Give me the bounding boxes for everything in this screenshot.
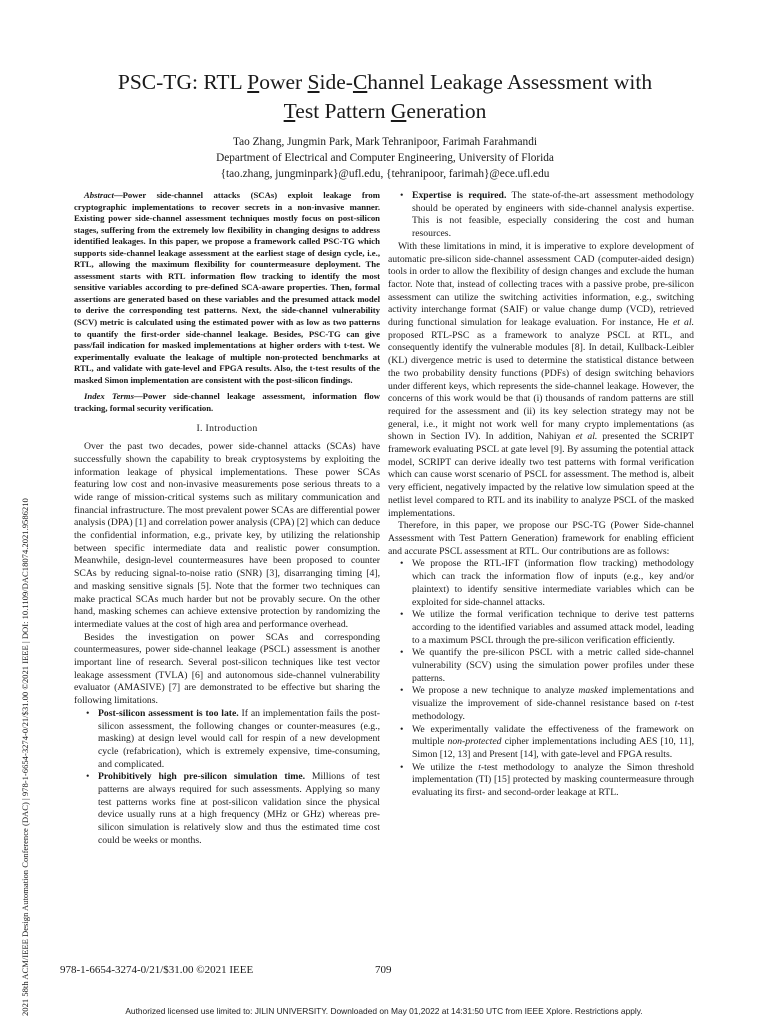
limitation-lead: Prohibitively high pre-silicon simulation time. bbox=[98, 771, 306, 783]
abstract-label: Abstract bbox=[84, 190, 114, 200]
author-names: Tao Zhang, Jungmin Park, Mark Tehranipoor, Farimah Farahmandi bbox=[233, 136, 537, 148]
limitation-item bbox=[98, 708, 380, 772]
paper-title bbox=[40, 68, 730, 126]
author-block bbox=[40, 134, 730, 182]
right-column bbox=[388, 190, 694, 800]
limitation-item bbox=[98, 771, 380, 847]
limitation-lead: Expertise is required. bbox=[412, 190, 507, 201]
contribution-item: • We quantify the pre-silicon PSCL with a metric called side-channel vulnerability (SCV) using the simulation power profiles under these patterns. bbox=[412, 647, 694, 685]
motivation-paragraph bbox=[388, 241, 694, 520]
contribution-item: • We utilize the formal verification technique to derive test patterns according to the identified variables and assumed attack model, leading to a maximum PSCL through the pre-silicon verification efficiently. bbox=[412, 609, 694, 647]
contribution-item bbox=[412, 724, 694, 762]
limitations-list-continued bbox=[388, 190, 694, 241]
contribution-item bbox=[412, 685, 694, 723]
license-notice: Authorized licensed use limited to: JILIN UNIVERSITY. Downloaded on May 01,2022 at 14:31:50 UTC from IEEE Xplore. Restrictions apply. bbox=[125, 1006, 643, 1016]
footer-isbn: 978-1-6654-3274-0/21/$31.00 ©2021 IEEE bbox=[60, 964, 254, 976]
italic-word: t bbox=[478, 761, 481, 773]
italic-word: t bbox=[674, 698, 678, 710]
abstract-text: —Power side-channel attacks (SCAs) exploit leakage from cryptographic implementations to recover secrets in a non-invasive manner. Existing power side-channel assessment techniques mostly focus on post-silicon stages, suffering from the extremely low flexibility in changing designs to address identified leakages. In this paper, we propose a framework called PSC-TG which supports side-channel leakage assessment at the earliest stage of design cycle, i.e., RTL, allowing the maximum flexibility for countermeasure deployment. The assessment starts with RTL information flow tracking to identify the most sensitive variables according to pre-defined SCA-aware properties. Then, formal assertions are generated based on these variables and the presumed attack model to derive the corresponding test patterns. Next, the side-channel vulnerability (SCV) metric is calculated using the estimated power with as low as two patterns to quantify the first-order side-channel leakage. Besides, PSC-TG can give pass/fail indication for masked implementations at higher orders with t-test. We experimentally evaluate the leakage of multiple non-protected benchmarks at RTL, and validate with gate-level and FPGA results. Also, the t-test results of the masked Simon implementation are consistent with the post-silicon findings. bbox=[74, 190, 380, 385]
title-text: ide- bbox=[319, 70, 353, 94]
title-text: PSC-TG: RTL bbox=[117, 70, 248, 94]
contribution-text: We experimentally validate the effectiveness of the framework on multiple bbox=[412, 723, 694, 748]
author-emails: {tao.zhang, jungminpark}@ufl.edu, {tehranipoor, farimah}@ece.ufl.edu bbox=[220, 168, 550, 180]
index-terms bbox=[74, 391, 380, 414]
contribution-text: cipher implementations including AES [10, 11], Simon [12, 13] and Present [14], with gate-level and FPGA results. bbox=[412, 736, 695, 760]
page-number: 709 bbox=[375, 964, 392, 976]
title-underlined-letter: T bbox=[283, 99, 296, 123]
abstract bbox=[74, 190, 380, 386]
limitation-lead: Post-silicon assessment is too late. bbox=[98, 707, 239, 719]
author-affiliation: Department of Electrical and Computer Engineering, University of Florida bbox=[216, 152, 554, 164]
limitation-text: Millions of test patterns are always required for such assessments. Applying so many test patterns works fine at post-silicon validation since the physical device usually runs at a high frequency (MHz or GHz) whereas pre-silicon simulation is relatively slow and thus the estimated time cost could be weeks or months. bbox=[98, 771, 380, 846]
section-heading-introduction: I. Introduction bbox=[196, 423, 258, 435]
paragraph-text: proposed RTL-PSC as a framework to analyze PSCL at RTL, and consequently identify the vulnerable modules [8]. In detail, Kullback-Leibler (KL) divergence metric is used to determine the statistical distance between the two probability density functions (PDFs) of design switching behaviors under different keys, which represents the side-channel leakage. However, the concerns of this work would be that (i) thousands of random patterns are still required for the assessment and (ii) its key selection strategy may not be general, i.e., it might not work well for many crypto implementations (as shown in Section IV). In addition, Nahiyan bbox=[388, 329, 694, 443]
contributions-list bbox=[388, 558, 694, 799]
index-terms-label: Index Terms bbox=[84, 391, 134, 402]
italic-et-al: et al. bbox=[672, 317, 695, 329]
intro-paragraph-2: Besides the investigation on power SCAs and corresponding countermeasures, power side-channel leakage (PSCL) assessment is another important line of research. Several post-silicon techniques like test vector leakage assessment (TVLA) [6] and autonomous side-channel vulnerability evaluator (AMASIVE) [7] are demonstrated to be effective but sharing the following limitations. bbox=[74, 631, 380, 707]
italic-word: non-protected bbox=[447, 736, 502, 748]
title-underlined-letter: P bbox=[247, 70, 260, 94]
conference-doi-strip: 2021 58th ACM/IEEE Design Automation Conference (DAC) | 978-1-6654-3274-0/21/$31.00 ©2021 IEEE | DOI: 10.1109/DAC18074.2021.9586210 bbox=[20, 498, 30, 1016]
title-text: eneration bbox=[406, 99, 487, 123]
title-underlined-letter: G bbox=[390, 99, 407, 123]
limitations-list bbox=[74, 708, 380, 848]
contribution-text: -test methodology to analyze the Simon threshold implementation (TI) [15] protected by masking countermeasure through evaluating its first- and second-order leakage at RTL. bbox=[412, 761, 694, 799]
title-text: hannel Leakage Assessment with bbox=[367, 70, 653, 94]
title-underlined-letter: C bbox=[352, 70, 368, 94]
italic-word: masked bbox=[578, 685, 608, 697]
title-line-1 bbox=[40, 68, 730, 97]
paragraph-text: With these limitations in mind, it is imperative to explore development of automatic pre-silicon side-channel assessment CAD (computer-aided design) tools in order to allow the flexibility of design changes and exclude the human factor. Note that, instead of collecting traces with a passive probe, pre-silicon assessment can utilize the switching activities information, e.g., switching activity interchange format (SAIF) or value change dump (VCD), retrieved during functional simulation for leakage evaluation. For instance, He bbox=[388, 240, 694, 329]
contribution-item bbox=[412, 762, 694, 800]
contribution-item: • We propose the RTL-IFT (information flow tracking) methodology which can track the information flow of inputs (e.g., key and/or plaintext) to identify sensitive intermediate variables which can be exploited for side-channel attacks. bbox=[412, 558, 694, 609]
title-text: est Pattern bbox=[295, 99, 391, 123]
intro-paragraph-1: Over the past two decades, power side-channel attacks (SCAs) have successfully shown the capability to break cryptosystems by exploiting the information leakage of physical implementations. These power SCAs featuring low cost and non-invasive measurements pose serious threats to a wide range of mission-critical systems such as military communication and financial infrastructure. The most prevalent power SCAs are differential power analysis (DPA) [1] and correlation power analysis (CPA) [2] which can deduce the confidential information, e.g., private key, by utilizing the relationship between specific intermediate data and realistic power consumption. Meanwhile, design-level countermeasures have been proposed to counter SCAs by reducing signal-to-noise ratio (SNR) [3], disarranging timing [4], and masking sensitive signals [5]. Note that the former two techniques can make practical SCAs much harder but not be provably secure. On the other hand, masking schemes can achieve extensive protection by randomizing the intermediate values at the cost of high area and performance overhead. bbox=[74, 441, 380, 630]
limitation-text: If an implementation fails the post-silicon assessment, the following changes or counter-measures (e.g., masking) at design level would call for respin of a new development cycle (refabrication), which is extremely expensive, time-consuming, and complicated. bbox=[98, 707, 380, 770]
limitation-item bbox=[412, 190, 694, 241]
contribution-text: We utilize the bbox=[412, 761, 479, 773]
index-terms-text: —Power side-channel leakage assessment, information flow tracking, formal security verification. bbox=[74, 391, 381, 413]
italic-et-al: et al. bbox=[575, 431, 598, 443]
left-column bbox=[74, 190, 380, 848]
contribution-text: We propose a new technique to analyze bbox=[412, 685, 579, 697]
contribution-text: implementations and visualize the improvement of side-channel resistance based on bbox=[412, 685, 694, 710]
limitation-text: The state-of-the-art assessment methodology should be operated by engineers with side-channel analysis expertise. This is not feasible, especially considering the cost and human resources. bbox=[412, 190, 694, 240]
title-text: ower bbox=[259, 70, 308, 94]
title-line-2 bbox=[40, 97, 730, 126]
title-underlined-letter: S bbox=[307, 70, 320, 94]
paragraph-text: presented the SCRIPT framework evaluating PSCL at gate level [9]. By assuming the potential attack model, SCRIPT can derive ideally two test patterns with formal verification which can cause worst scenario of PSCL for assessment. The method is, albeit very efficient, negatively impacted by the relative low simulation speed at the netlist level compared to RTL and its inability to analyze PSCL of the masked implementations. bbox=[388, 431, 694, 519]
proposal-paragraph: Therefore, in this paper, we propose our PSC-TG (Power Side-channel Assessment with Test Pattern Generation) framework for enabling efficient and accurate PSCL assessment at RTL. Our contributions are as follows: bbox=[388, 520, 694, 557]
contribution-text: -test methodology. bbox=[412, 698, 694, 722]
